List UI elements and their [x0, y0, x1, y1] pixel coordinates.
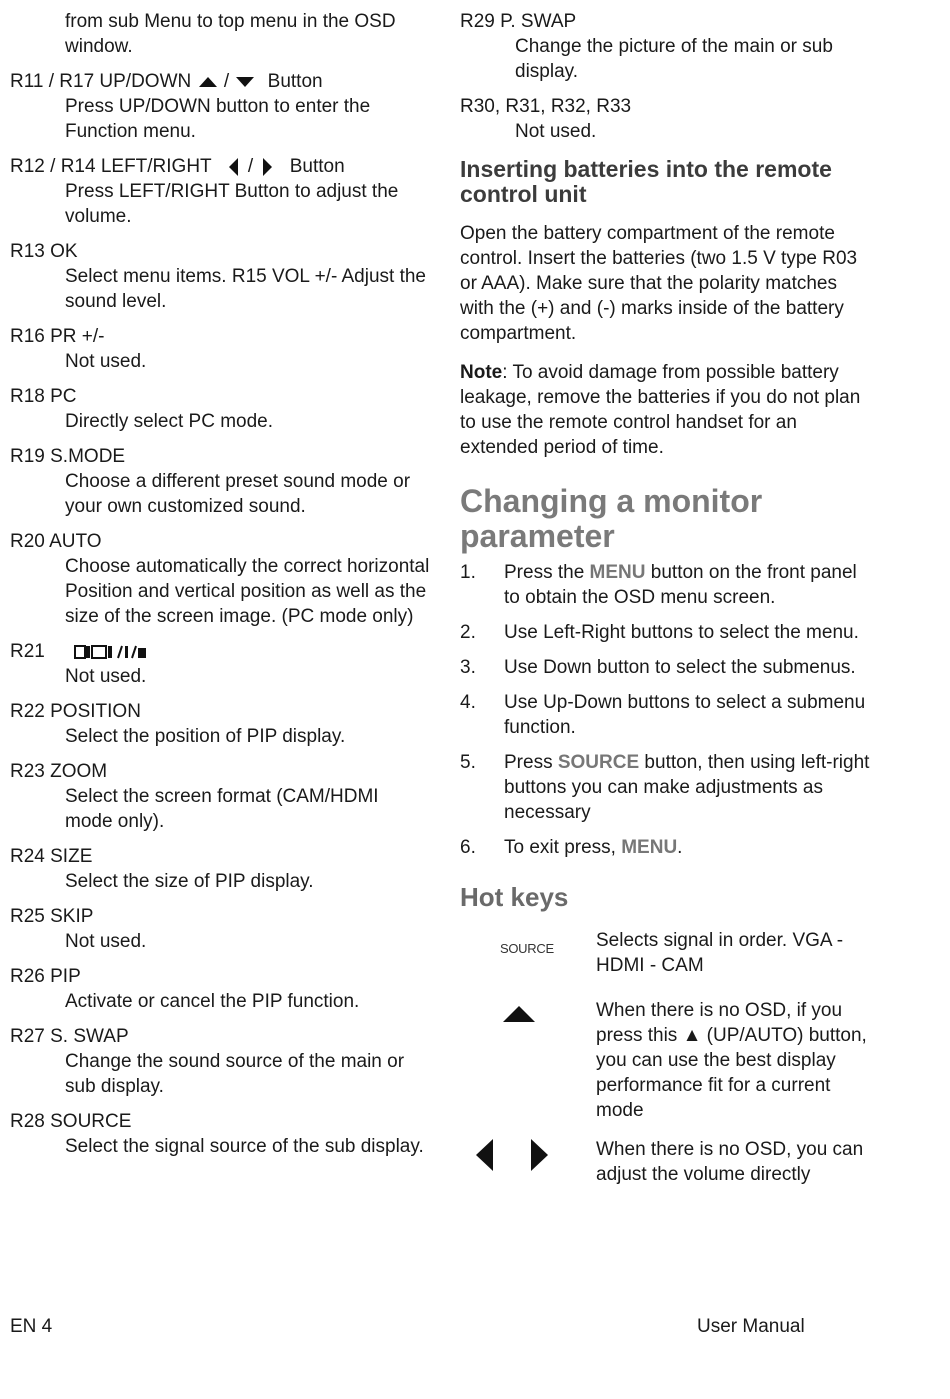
hotkey-desc: When there is no OSD, if you press this ▲ (UP/AUTO) button, you can use the best display performance fit for a current mode	[596, 1000, 867, 1121]
note-label: Note	[460, 362, 503, 383]
list-item: 4. Use Up-Down buttons to select a submenu function.	[460, 692, 866, 738]
document-title: User Manual	[697, 1316, 805, 1337]
entry-desc: Choose automatically the correct horizontal Position and vertical position as well as the size of the screen image. (PC mode only)	[65, 556, 430, 627]
entry-r22	[10, 699, 430, 749]
entry-title: R24 SIZE	[10, 846, 93, 867]
entry-r29	[460, 9, 870, 84]
entry-r28	[10, 1109, 430, 1159]
list-item: 3. Use Down button to select the submenus.	[460, 657, 856, 678]
left-column	[10, 0, 430, 1169]
entry-desc: Select the signal source of the sub display.	[65, 1136, 424, 1157]
steps-list	[460, 560, 870, 860]
entry-title: R20 AUTO	[10, 531, 102, 552]
entry-title: R11 / R17 UP/DOWN	[10, 71, 192, 92]
entry-title: R30, R31, R32, R33	[460, 96, 632, 117]
step-number: 1.	[460, 562, 476, 583]
down-arrow-icon	[234, 75, 256, 89]
keyword: MENU	[589, 562, 646, 583]
hotkey-desc: Selects signal in order. VGA - HDMI - CAM	[596, 930, 844, 976]
entry-desc: Change the picture of the main or sub display.	[515, 36, 833, 82]
entry-title: R23 ZOOM	[10, 761, 108, 782]
note-text: : To avoid damage from possible battery leakage, remove the batteries if you do not plan to use the remote control handset for an extended period of time.	[460, 362, 861, 458]
entry-desc: Select the screen format (CAM/HDMI mode only).	[65, 786, 379, 832]
batteries-paragraph: Open the battery compartment of the remote control. Insert the batteries (two 1.5 V type R03 or AAA). Make sure that the polarity matches with the (+) and (-) marks inside of the battery compartment.	[460, 223, 858, 344]
entry-r27	[10, 1024, 430, 1099]
entry-title-suffix: Button	[289, 156, 345, 177]
entry-title: R19 S.MODE	[10, 446, 126, 467]
entry-desc: Not used.	[65, 351, 147, 372]
entry-r24	[10, 844, 430, 894]
left-arrow-icon	[225, 156, 243, 178]
hotkey-desc: When there is no OSD, you can adjust the volume directly	[596, 1139, 864, 1185]
up-arrow-icon	[197, 75, 219, 89]
list-item: 2. Use Left-Right buttons to select the menu.	[460, 622, 859, 643]
entry-desc: Change the sound source of the main or sub display.	[65, 1051, 405, 1097]
source-label-icon: SOURCE	[500, 941, 554, 956]
hotkey-up	[460, 998, 870, 1123]
hotkey-left-right	[460, 1137, 870, 1187]
step-number: 2.	[460, 622, 476, 643]
entry-desc: Press UP/DOWN button to enter the Function menu.	[65, 96, 371, 142]
entry-r25	[10, 904, 430, 954]
entry-desc: Activate or cancel the PIP function.	[65, 991, 360, 1012]
entry-r16	[10, 324, 430, 374]
entry-r23	[10, 759, 430, 834]
entry-title: R26 PIP	[10, 966, 81, 987]
entry-r21	[10, 639, 430, 689]
entry-desc: Select menu items. R15 VOL +/- Adjust the sound level.	[65, 266, 426, 312]
entry-desc: Press LEFT/RIGHT Button to adjust the volume.	[65, 181, 399, 227]
entry-desc: Not used.	[515, 121, 597, 142]
entry-r19	[10, 444, 430, 519]
entry-title: R25 SKIP	[10, 906, 94, 927]
list-item: 1. Press the MENU button on the front panel to obtain the OSD menu screen.	[460, 562, 857, 608]
batteries-heading: Inserting batteries into the remote control unit	[460, 156, 832, 207]
aspect-ratio-icon	[74, 644, 150, 660]
entry-title: R13 OK	[10, 241, 78, 262]
entry-desc: Not used.	[65, 931, 147, 952]
entry-desc: Select the size of PIP display.	[65, 871, 314, 892]
entry-title: R12 / R14 LEFT/RIGHT	[10, 156, 212, 177]
entry-r13	[10, 239, 430, 314]
page-number: EN 4	[10, 1316, 53, 1337]
entry-r30	[460, 94, 870, 144]
entry-title: R22 POSITION	[10, 701, 141, 722]
entry-r12: R12 / R14 LEFT/RIGHT / Button Press LEFT/RIGHT Button to adjust the volume.	[10, 154, 430, 229]
entry-title: R29 P. SWAP	[460, 11, 577, 32]
entry-title-suffix: Button	[267, 71, 323, 92]
hotkeys-heading: Hot keys	[460, 882, 569, 912]
right-column	[460, 9, 870, 1201]
step-number: 6.	[460, 837, 476, 858]
monitor-heading: Changing a monitor parameter	[460, 483, 763, 554]
entry-desc: Select the position of PIP display.	[65, 726, 346, 747]
note-paragraph	[460, 360, 870, 460]
entry-r18	[10, 384, 430, 434]
entry-r11: R11 / R17 UP/DOWN / Button Press UP/DOWN button to enter the Function menu.	[10, 69, 430, 144]
step-number: 5.	[460, 752, 476, 773]
hotkey-source	[460, 928, 870, 978]
right-arrow-icon	[258, 156, 276, 178]
entry-title: R18 PC	[10, 386, 77, 407]
entry-desc: Not used.	[65, 666, 147, 687]
entry-r26	[10, 964, 430, 1014]
entry-title: R28 SOURCE	[10, 1111, 132, 1132]
step-number: 3.	[460, 657, 476, 678]
keyword: SOURCE	[557, 752, 640, 773]
entry-desc: Choose a different preset sound mode or your own customized sound.	[65, 471, 411, 517]
entry-r20	[10, 529, 430, 629]
entry-title: R21	[10, 641, 45, 662]
step-number: 4.	[460, 692, 476, 713]
entry-title: R27 S. SWAP	[10, 1026, 129, 1047]
list-item: 6. To exit press, MENU.	[460, 837, 683, 858]
entry-desc: Directly select PC mode.	[65, 411, 274, 432]
continued-text: from sub Menu to top menu in the OSD window.	[65, 11, 396, 57]
entry-title: R16 PR +/-	[10, 326, 105, 347]
up-triangle-icon	[460, 998, 590, 1048]
left-right-triangles-icon	[460, 1137, 590, 1187]
keyword: MENU	[621, 837, 678, 858]
list-item: 5. Press SOURCE button, then using left-right buttons you can make adjustments as necessary	[460, 752, 870, 823]
